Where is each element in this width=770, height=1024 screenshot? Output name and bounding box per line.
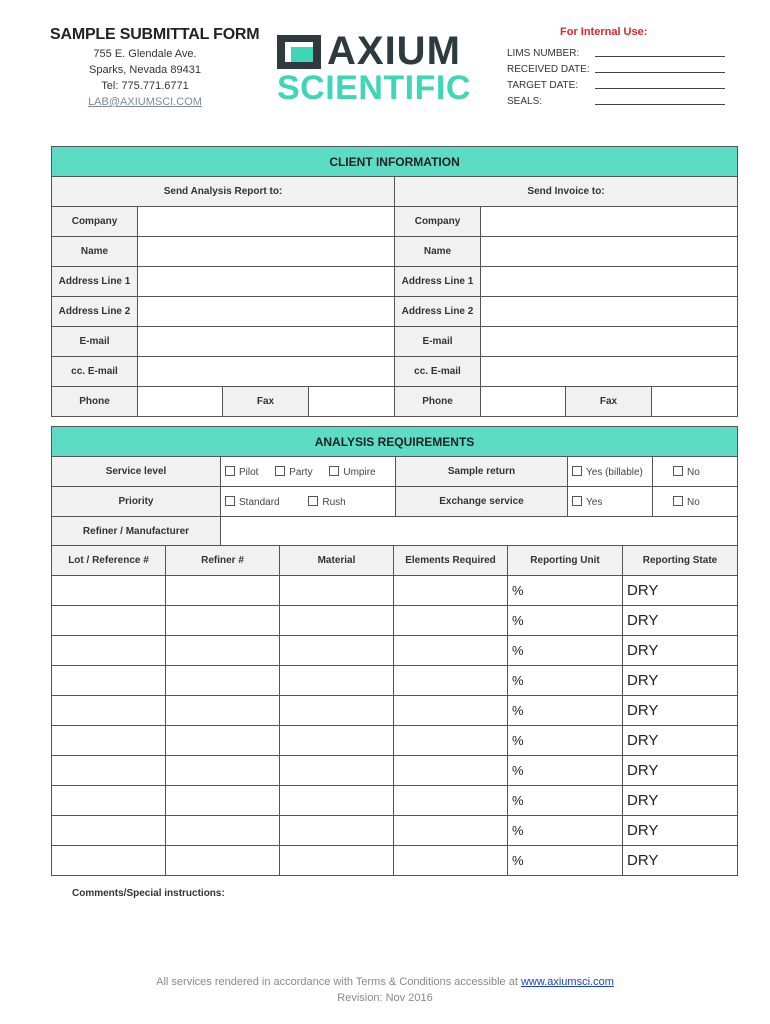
internal-use-title: For Internal Use: (560, 26, 648, 38)
reporting-unit-cell[interactable]: % (508, 636, 623, 666)
report-phone-input[interactable] (138, 387, 223, 417)
sample-lines-table (51, 545, 738, 876)
sample-return-label: Sample return (396, 457, 568, 487)
report-address2-input[interactable] (138, 297, 395, 327)
telephone: Tel: 775.771.6771 (101, 80, 189, 92)
reporting-unit-cell[interactable]: % (508, 786, 623, 816)
client-row (52, 207, 738, 237)
lot-reference-input[interactable] (52, 636, 166, 666)
lims-number-field[interactable] (507, 48, 737, 59)
umpire-label: Umpire (343, 466, 376, 478)
client-row (52, 237, 738, 267)
refiner-input[interactable] (166, 846, 280, 876)
rush-checkbox[interactable] (308, 497, 345, 508)
lot-reference-input[interactable] (52, 786, 166, 816)
client-row (52, 387, 738, 417)
address-line-2: Sparks, Nevada 89431 (89, 64, 201, 76)
footer-website-link[interactable]: www.axiumsci.com (520, 976, 614, 988)
col-material: Material (280, 546, 394, 576)
reporting-unit-cell[interactable]: % (508, 726, 623, 756)
refiner-input[interactable] (166, 756, 280, 786)
reporting-unit-cell[interactable]: % (508, 846, 623, 876)
report-phone-label: Phone (52, 387, 138, 417)
footer-terms-text: All services rendered in accordance with Terms & Conditions accessible at (156, 976, 518, 988)
reporting-state-cell[interactable]: DRY (623, 756, 738, 786)
refiner-manufacturer-input[interactable] (221, 517, 738, 547)
invoice-phone-label: Phone (395, 387, 481, 417)
address-line-1: 755 E. Glendale Ave. (93, 48, 197, 60)
table-row (52, 696, 738, 726)
service-level-options (221, 457, 396, 487)
target-date-label: TARGET DATE: (507, 80, 579, 91)
invoice-cc-email-label: cc. E-mail (395, 357, 481, 387)
elements-required-input[interactable] (394, 726, 508, 756)
report-cc-email-label: cc. E-mail (52, 357, 138, 387)
reporting-state-cell[interactable]: DRY (623, 816, 738, 846)
col-reporting-unit: Reporting Unit (508, 546, 623, 576)
material-input[interactable] (280, 636, 394, 666)
col-lot-reference: Lot / Reference # (52, 546, 166, 576)
footer-revision: Revision: Nov 2016 (337, 992, 433, 1004)
report-email-label: E-mail (52, 327, 138, 357)
col-refiner: Refiner # (166, 546, 280, 576)
lims-number-label: LIMS NUMBER: (507, 48, 580, 59)
form-title: SAMPLE SUBMITTAL FORM (50, 26, 260, 43)
sample-return-yes-label: Yes (billable) (586, 466, 643, 478)
lab-email-link[interactable]: LAB@AXIUMSCI.COM (88, 96, 202, 108)
client-information-header: CLIENT INFORMATION (52, 147, 738, 177)
table-row (52, 576, 738, 606)
invoice-phone-input[interactable] (481, 387, 566, 417)
sample-return-yes-cell (568, 457, 653, 487)
report-email-input[interactable] (138, 327, 395, 357)
report-company-input[interactable] (138, 207, 395, 237)
logo-word-axium: AXIUM (327, 29, 461, 73)
reporting-state-cell[interactable]: DRY (623, 786, 738, 816)
invoice-company-label: Company (395, 207, 481, 237)
refiner-input[interactable] (166, 666, 280, 696)
seals-field[interactable] (507, 96, 737, 107)
table-row (52, 756, 738, 786)
refiner-input[interactable] (166, 696, 280, 726)
invoice-email-input[interactable] (481, 327, 738, 357)
refiner-input[interactable] (166, 636, 280, 666)
material-input[interactable] (280, 846, 394, 876)
refiner-input[interactable] (166, 786, 280, 816)
table-row (52, 636, 738, 666)
lot-reference-input[interactable] (52, 666, 166, 696)
elements-required-input[interactable] (394, 816, 508, 846)
elements-required-input[interactable] (394, 696, 508, 726)
material-input[interactable] (280, 726, 394, 756)
report-name-input[interactable] (138, 237, 395, 267)
invoice-name-label: Name (395, 237, 481, 267)
exchange-no-checkbox[interactable] (673, 497, 700, 508)
invoice-company-input[interactable] (481, 207, 738, 237)
sample-return-no-checkbox[interactable] (673, 467, 700, 478)
invoice-cc-email-input[interactable] (481, 357, 738, 387)
reporting-unit-cell[interactable]: % (508, 756, 623, 786)
lot-reference-input[interactable] (52, 846, 166, 876)
material-input[interactable] (280, 606, 394, 636)
report-fax-label: Fax (223, 387, 309, 417)
lab-email[interactable] (60, 96, 230, 108)
invoice-address1-label: Address Line 1 (395, 267, 481, 297)
umpire-checkbox[interactable] (329, 467, 375, 478)
rush-label: Rush (322, 496, 346, 508)
sample-return-no-label: No (687, 466, 700, 478)
reporting-state-cell[interactable]: DRY (623, 696, 738, 726)
exchange-yes-label: Yes (586, 496, 603, 508)
standard-label: Standard (239, 496, 280, 508)
exchange-no-cell (653, 487, 738, 517)
comments-input[interactable] (72, 904, 712, 964)
invoice-address1-input[interactable] (481, 267, 738, 297)
send-report-header: Send Analysis Report to: (52, 177, 395, 207)
client-row (52, 327, 738, 357)
reporting-state-cell[interactable]: DRY (623, 666, 738, 696)
client-row (52, 297, 738, 327)
analysis-requirements-table (51, 426, 738, 547)
invoice-name-input[interactable] (481, 237, 738, 267)
service-level-label: Service level (52, 457, 221, 487)
reporting-unit-cell[interactable]: % (508, 666, 623, 696)
report-address2-label: Address Line 2 (52, 297, 138, 327)
elements-required-input[interactable] (394, 756, 508, 786)
invoice-address2-input[interactable] (481, 297, 738, 327)
analysis-requirements-header: ANALYSIS REQUIREMENTS (52, 427, 738, 457)
table-row (52, 816, 738, 846)
refiner-input[interactable] (166, 576, 280, 606)
invoice-fax-label: Fax (566, 387, 652, 417)
reporting-state-cell[interactable]: DRY (623, 846, 738, 876)
refiner-input[interactable] (166, 726, 280, 756)
elements-required-input[interactable] (394, 786, 508, 816)
received-date-label: RECEIVED DATE: (507, 64, 590, 75)
material-input[interactable] (280, 576, 394, 606)
target-date-field[interactable] (507, 80, 737, 91)
lot-reference-input[interactable] (52, 816, 166, 846)
material-input[interactable] (280, 756, 394, 786)
exchange-yes-cell (568, 487, 653, 517)
exchange-no-label: No (687, 496, 700, 508)
priority-options (221, 487, 396, 517)
party-checkbox[interactable] (275, 467, 312, 478)
col-reporting-state: Reporting State (623, 546, 738, 576)
col-elements-required: Elements Required (394, 546, 508, 576)
lot-reference-input[interactable] (52, 576, 166, 606)
invoice-fax-input[interactable] (652, 387, 738, 417)
report-company-label: Company (52, 207, 138, 237)
elements-required-input[interactable] (394, 576, 508, 606)
axium-logo (275, 29, 495, 107)
table-row (52, 846, 738, 876)
logo-word-scientific: SCIENTIFIC (277, 69, 471, 107)
material-input[interactable] (280, 786, 394, 816)
exchange-yes-checkbox[interactable] (572, 497, 602, 508)
standard-checkbox[interactable] (225, 497, 280, 508)
client-row (52, 357, 738, 387)
invoice-address2-label: Address Line 2 (395, 297, 481, 327)
seals-label: SEALS: (507, 96, 543, 107)
elements-required-input[interactable] (394, 846, 508, 876)
reporting-unit-cell[interactable]: % (508, 576, 623, 606)
report-cc-email-input[interactable] (138, 357, 395, 387)
exchange-service-label: Exchange service (396, 487, 568, 517)
received-date-field[interactable] (507, 64, 737, 75)
reporting-unit-cell[interactable]: % (508, 696, 623, 726)
footer-terms (0, 976, 770, 988)
table-row (52, 726, 738, 756)
lot-reference-input[interactable] (52, 696, 166, 726)
invoice-email-label: E-mail (395, 327, 481, 357)
sample-return-yes-checkbox[interactable] (572, 467, 643, 478)
reporting-unit-cell[interactable]: % (508, 816, 623, 846)
report-address1-label: Address Line 1 (52, 267, 138, 297)
report-address1-input[interactable] (138, 267, 395, 297)
refiner-manufacturer-label: Refiner / Manufacturer (52, 517, 221, 547)
reporting-unit-cell[interactable]: % (508, 606, 623, 636)
table-row (52, 786, 738, 816)
reporting-state-cell[interactable]: DRY (623, 606, 738, 636)
client-information-table (51, 146, 738, 417)
comments-label: Comments/Special instructions: (72, 888, 225, 899)
lot-reference-input[interactable] (52, 726, 166, 756)
elements-required-input[interactable] (394, 636, 508, 666)
client-row (52, 267, 738, 297)
lot-reference-input[interactable] (52, 756, 166, 786)
material-input[interactable] (280, 816, 394, 846)
report-fax-input[interactable] (309, 387, 395, 417)
pilot-label: Pilot (239, 466, 259, 478)
sample-return-no-cell (653, 457, 738, 487)
party-label: Party (289, 466, 313, 478)
priority-label: Priority (52, 487, 221, 517)
pilot-checkbox[interactable] (225, 467, 258, 478)
refiner-input[interactable] (166, 606, 280, 636)
table-row (52, 666, 738, 696)
table-row (52, 606, 738, 636)
refiner-input[interactable] (166, 816, 280, 846)
elements-required-input[interactable] (394, 666, 508, 696)
report-name-label: Name (52, 237, 138, 267)
elements-required-input[interactable] (394, 606, 508, 636)
reporting-state-cell[interactable]: DRY (623, 576, 738, 606)
reporting-state-cell[interactable]: DRY (623, 726, 738, 756)
material-input[interactable] (280, 696, 394, 726)
send-invoice-header: Send Invoice to: (395, 177, 738, 207)
material-input[interactable] (280, 666, 394, 696)
lot-reference-input[interactable] (52, 606, 166, 636)
reporting-state-cell[interactable]: DRY (623, 636, 738, 666)
